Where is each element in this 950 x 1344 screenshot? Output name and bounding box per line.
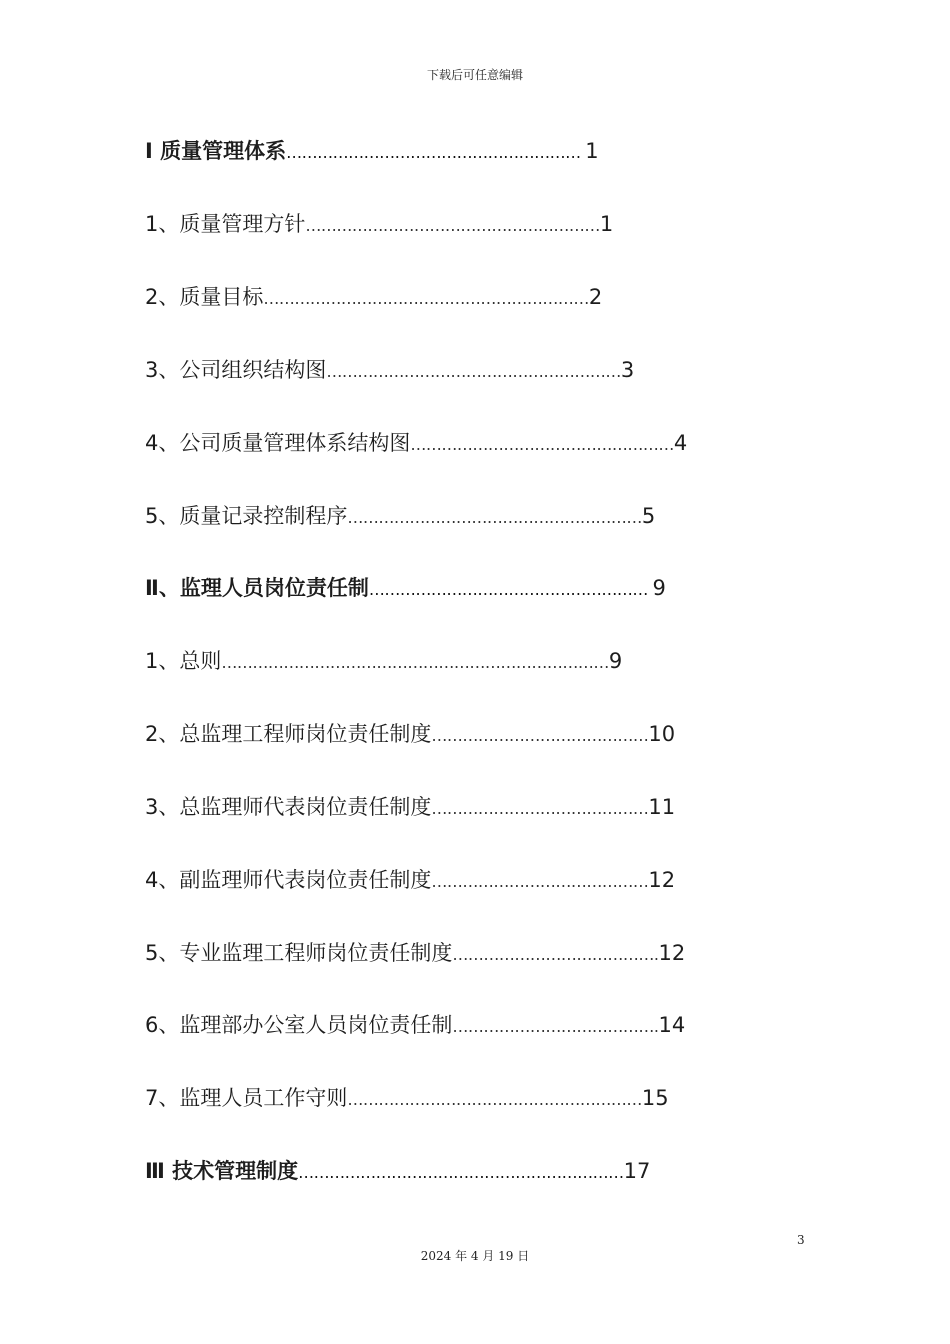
toc-entry-title: 7、监理人员工作守则	[145, 1086, 348, 1110]
toc-entry-title: 1、质量管理方针	[145, 212, 306, 236]
toc-entry-title: 3、公司组织结构图	[145, 358, 327, 382]
toc-leader: …………………………………………………	[347, 508, 642, 527]
toc-page-number: 9	[608, 649, 623, 673]
page-number: 3	[797, 1233, 805, 1247]
toc-entry[interactable]	[145, 573, 666, 605]
toc-page-number: 4	[673, 431, 688, 455]
toc-page-number: 2	[588, 285, 603, 309]
toc-entry[interactable]	[145, 136, 599, 168]
toc-leader: …………………………………………………	[286, 143, 586, 162]
toc-entry-title: 5、专业监理工程师岗位责任制度	[145, 941, 453, 965]
toc-page-number: 1	[599, 212, 614, 236]
toc-page-number: 3	[620, 358, 635, 382]
toc-leader: …………………………………………………………………	[221, 653, 609, 672]
toc-page-number: 10	[648, 722, 676, 746]
page-footer-date: 2024 年 4 月 19 日	[420, 1249, 530, 1263]
toc-page-number: 12	[648, 868, 676, 892]
toc-page-number: 17	[623, 1159, 651, 1183]
toc-entry-title: Ⅰ 质量管理体系	[145, 139, 287, 163]
toc-page-number: 12	[658, 941, 686, 965]
toc-leader: ……………………………………	[431, 799, 649, 818]
toc-entry-title: 6、监理部办公室人员岗位责任制	[145, 1013, 453, 1037]
toc-entry[interactable]	[145, 282, 602, 314]
toc-leader: ………………………………………………………	[298, 1163, 624, 1182]
toc-entry[interactable]	[145, 355, 634, 387]
toc-page-number: 1	[585, 139, 599, 163]
toc-entry[interactable]	[145, 1083, 669, 1115]
toc-page-number: 5	[641, 504, 656, 528]
toc-entry[interactable]	[145, 646, 622, 678]
toc-leader: …………………………………………………	[326, 362, 621, 381]
toc-leader: ………………………………….	[452, 1017, 659, 1036]
toc-leader: ………………………………….	[452, 945, 659, 964]
toc-entry[interactable]	[145, 719, 675, 751]
toc-page-number: 15	[641, 1086, 669, 1110]
toc-entry-title: 4、公司质量管理体系结构图	[145, 431, 411, 455]
toc-leader: …………………………………………………	[347, 1090, 642, 1109]
toc-entry[interactable]	[145, 428, 687, 460]
toc-entry-title: Ⅱ、监理人员岗位责任制	[145, 576, 369, 600]
toc-leader: …………………………………………………	[305, 216, 600, 235]
toc-entry-title: 4、副监理师代表岗位责任制度	[145, 868, 432, 892]
page-header: 下载后可任意编辑	[426, 68, 523, 82]
toc-entry-title: 1、总则	[145, 649, 222, 673]
toc-entry[interactable]	[145, 938, 685, 970]
toc-leader: ……………………………………………	[410, 435, 674, 454]
toc-entry[interactable]	[145, 865, 675, 897]
toc-entry-title: 2、质量目标	[145, 285, 264, 309]
toc-page-number: 14	[658, 1013, 686, 1037]
toc-entry-title: 2、总监理工程师岗位责任制度	[145, 722, 432, 746]
toc-entry[interactable]	[145, 209, 613, 241]
toc-entry[interactable]	[145, 1010, 685, 1042]
toc-page-number: 11	[648, 795, 676, 819]
toc-entry-title: 3、总监理师代表岗位责任制度	[145, 795, 432, 819]
toc-entry-title: 5、质量记录控制程序	[145, 504, 348, 528]
toc-entry-title: Ⅲ 技术管理制度	[145, 1159, 299, 1183]
toc-entry[interactable]	[145, 1156, 650, 1188]
toc-entry[interactable]	[145, 501, 655, 533]
toc-leader: ………………………………………………………	[263, 289, 589, 308]
toc-leader: ………………………………………………	[368, 580, 653, 599]
toc-leader: ……………………………………	[431, 872, 649, 891]
toc-leader: ……………………………………	[431, 726, 649, 745]
toc-page-number: 9	[652, 576, 666, 600]
toc-entry[interactable]	[145, 792, 675, 824]
